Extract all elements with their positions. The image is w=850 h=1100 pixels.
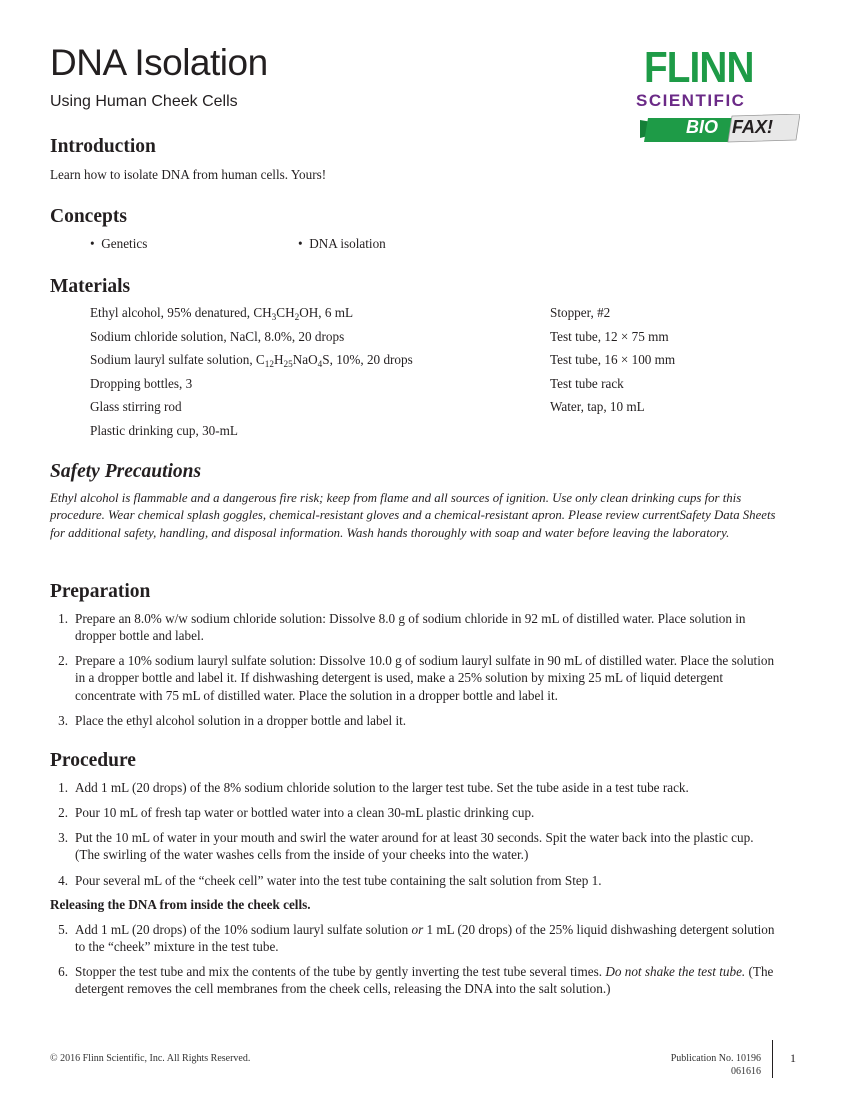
- list-item: 2. Pour 10 mL of fresh tap water or bottled water into a clean 30-mL plastic drinking cup.: [58, 805, 535, 821]
- material-item: Test tube, 16 × 100 mm: [550, 352, 676, 367]
- logo-scientific-text: SCIENTIFIC: [636, 91, 746, 110]
- logo-bio-text: BIO: [686, 117, 719, 137]
- list-item: 3. Place the ethyl alcohol solution in a dropper bottle and label it.: [58, 712, 407, 728]
- footer-copyright: © 2016 Flinn Scientific, Inc. All Rights Reserved.: [50, 1053, 251, 1064]
- introduction-heading: Introduction: [50, 136, 156, 157]
- safety-text: Ethyl alcohol is flammable and a dangerous fire risk; keep from flame and all sources of ignition. Use only clean drinking cups for this procedure. Wear chemical splash goggles, chemical-resistant gloves and a chemical-resistant apron. Please review currentSafety Data Sheets for additional safety, handling, and disposal information. Wash hands thoroughly with soap and water before leaving the laboratory.: [50, 491, 776, 540]
- material-item: Plastic drinking cup, 30-mL: [90, 422, 238, 438]
- concept-item: • Genetics: [90, 236, 148, 251]
- list-item: 4. Pour several mL of the “cheek cell” water into the test tube containing the salt solution from Step 1.: [58, 872, 602, 888]
- material-item: Glass stirring rod: [90, 399, 182, 414]
- concept-label: Genetics: [101, 236, 148, 251]
- page-subtitle: Using Human Cheek Cells: [50, 93, 238, 110]
- material-item: Stopper, #2: [550, 305, 611, 320]
- publication-code: 061616: [731, 1066, 761, 1077]
- material-item: Ethyl alcohol, 95% denatured, $CH_3CH_2OH$, 6 mL: [90, 305, 354, 322]
- publication-number: Publication No. 10196: [670, 1053, 761, 1064]
- releasing-dna-subheading: Releasing the DNA from inside the cheek cells.: [50, 897, 311, 912]
- list-item: 2. Prepare a 10% sodium lauryl sulfate solution: Dissolve 10.0 g of sodium lauryl sulfate in 90 mL of distilled water. Place the solution in a dropper bottle and label it. If dishwashing detergent is used, make a 25% solution by mixing 25 mL of liquid detergent concentrate with 75 mL of distilled water. Place the solution in a dropper bottle and label it.: [58, 653, 775, 703]
- procedure-list: [50, 779, 780, 897]
- materials-heading: Materials: [50, 276, 131, 297]
- material-item: Sodium chloride solution, NaCl, 8.0%, 20 drops: [90, 328, 345, 344]
- procedure-list-continued: [50, 921, 780, 1006]
- footer-publication: [671, 1052, 761, 1078]
- material-item: Test tube, 12 × 75 mm: [550, 328, 669, 344]
- logo-fax-text: FAX!: [732, 117, 774, 137]
- concepts-heading: Concepts: [50, 206, 127, 227]
- material-item: Sodium lauryl sulfate solution, $C_{12}H_{25}NaO_4S$, 10%, 20 drops: [90, 352, 413, 369]
- footer-divider: [772, 1040, 773, 1078]
- flinn-logo: [636, 43, 806, 150]
- concept-label: DNA isolation: [309, 236, 386, 251]
- safety-heading: Safety Precautions: [50, 461, 202, 482]
- list-item: 5. Add 1 mL (20 drops) of the 10% sodium lauryl sulfate solution or 1 mL (20 drops) of the 25% liquid dishwashing detergent solution to the “cheek” mixture in the test tube.: [58, 922, 775, 955]
- material-item: Water, tap, 10 mL: [550, 399, 645, 414]
- list-item: 3. Put the 10 mL of water in your mouth and swirl the water around for at least 30 seconds. Spit the water back into the plastic cup. (The swirling of the water washes cells from the inside of your cheeks into the water.): [58, 830, 754, 863]
- introduction-text: Learn how to isolate DNA from human cells. Yours!: [50, 167, 327, 182]
- preparation-heading: Preparation: [50, 581, 151, 602]
- concept-item: • DNA isolation: [298, 236, 386, 251]
- materials-right-list: [550, 301, 675, 419]
- materials-left-list: [90, 301, 413, 442]
- logo-flinn-text: FLINN: [644, 43, 754, 92]
- material-item: Dropping bottles, 3: [90, 375, 193, 391]
- logo-ribbon-icon: [640, 114, 800, 144]
- material-item: Test tube rack: [550, 375, 624, 391]
- preparation-list: [50, 610, 780, 737]
- list-item: 1. Prepare an 8.0% w/w sodium chloride solution: Dissolve 8.0 g of sodium chloride in 92 mL of distilled water. Place solution in dropper bottle and label.: [58, 611, 746, 644]
- page-title: DNA Isolation: [50, 42, 268, 83]
- procedure-heading: Procedure: [50, 750, 136, 771]
- list-item: 1. Add 1 mL (20 drops) of the 8% sodium chloride solution to the larger test tube. Set the tube aside in a test tube rack.: [58, 780, 689, 795]
- list-item: 6. Stopper the test tube and mix the contents of the tube by gently inverting the test tube several times. Do not shake the test tube. (The detergent removes the cell membranes from the cheek cells, releasing the DNA into the salt solution.): [58, 964, 774, 997]
- page-number: 1: [790, 1051, 796, 1065]
